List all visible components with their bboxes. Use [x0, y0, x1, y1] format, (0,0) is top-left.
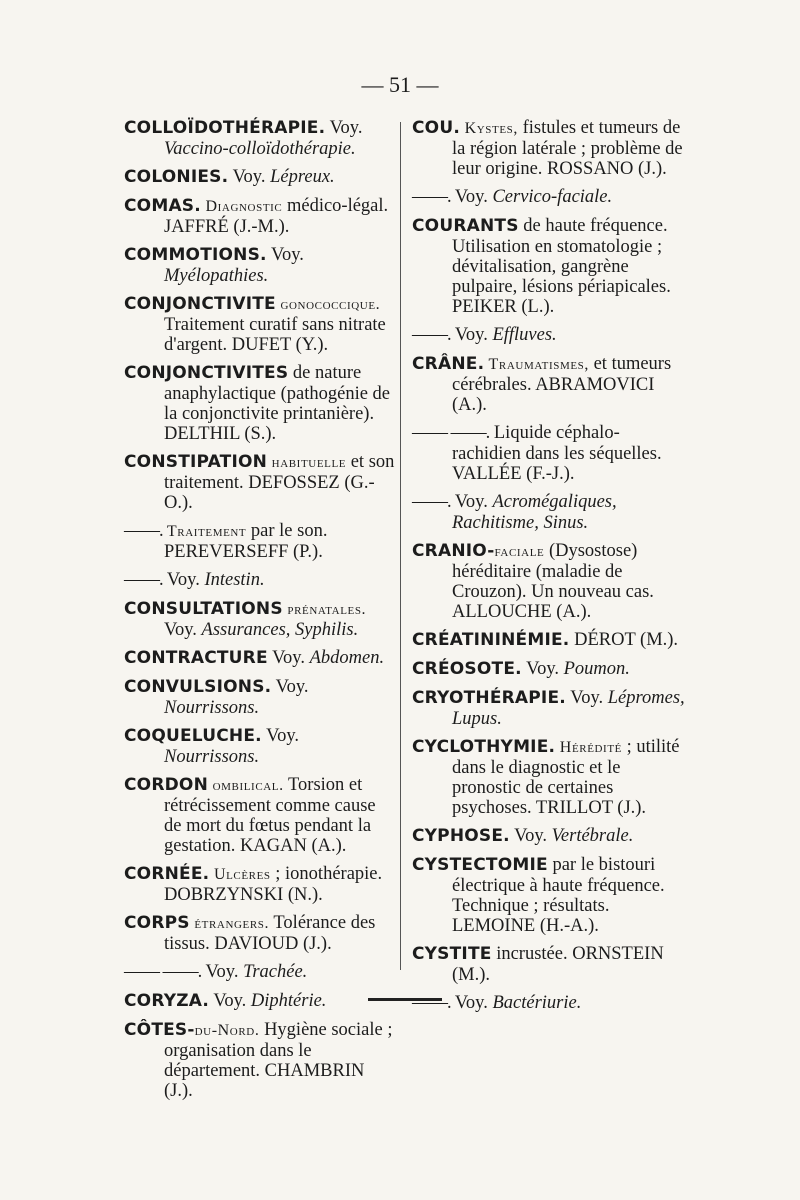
right-column	[412, 118, 687, 1022]
entry-text: ; utilité dans le diagnostic et le pronostic de certaines psychoses. TRILLOT (J.).	[452, 737, 680, 818]
entry-text: incrustée. ORNSTEIN (M.).	[452, 944, 664, 985]
index-entry	[124, 363, 396, 444]
entry-headword: COMMOTIONS.	[124, 245, 267, 265]
entry-subheading: faciale	[494, 543, 545, 560]
entry-headword: CORPS	[124, 913, 190, 933]
index-entry	[124, 452, 396, 513]
entry-subheading: étrangers.	[189, 915, 270, 932]
entry-reference: Lépromes, Lupus.	[452, 688, 685, 729]
index-entry	[124, 294, 396, 355]
entry-dash: ——.	[412, 187, 451, 207]
entry-headword: CONJONCTIVITE	[124, 294, 276, 314]
index-entry	[412, 826, 687, 847]
entry-text: Voy.	[271, 677, 309, 697]
index-entry	[124, 677, 396, 718]
index-entry	[124, 196, 396, 237]
index-entry	[412, 423, 687, 484]
index-entry	[124, 726, 396, 767]
index-entry	[124, 245, 396, 286]
entry-subheading: Traitement	[162, 523, 247, 540]
index-entry	[124, 599, 396, 640]
page-number: — 51 —	[361, 72, 439, 97]
index-entry	[412, 659, 687, 680]
entry-reference: Intestin.	[204, 570, 265, 590]
index-entry	[412, 216, 687, 317]
entry-text: Voy.	[325, 118, 363, 138]
entry-headword: COMAS.	[124, 196, 201, 216]
entry-text: Voy.	[565, 688, 608, 708]
entry-subheading: Hérédité	[555, 739, 622, 756]
footer-rule	[368, 998, 442, 1001]
entry-reference: Abdomen.	[309, 648, 385, 668]
index-entry	[124, 962, 396, 983]
entry-headword: CORNÉE.	[124, 864, 210, 884]
entry-text: fistules et tumeurs de la région latérale ; problème de leur origine. ROSSANO (J.).	[452, 118, 683, 179]
entry-dash: ——.	[124, 570, 163, 590]
entry-text: Voy.	[509, 826, 552, 846]
entry-dash: —— ——.	[412, 423, 490, 443]
entry-headword: COURANTS	[412, 216, 519, 236]
entry-text: par le bistouri électrique à haute fréquence. Technique ; résultats. LEMOINE (H.-A.).	[452, 855, 665, 936]
entry-reference: Effluves.	[492, 325, 557, 345]
entry-headword: COLONIES.	[124, 167, 229, 187]
entry-reference: Nourrissons.	[164, 747, 260, 767]
entry-subheading: prénatales.	[282, 601, 367, 618]
entry-text: ; ionothérapie. DOBRZYNSKI (N.).	[164, 864, 383, 905]
entry-text: Voy.	[209, 991, 251, 1011]
index-entry	[124, 991, 396, 1012]
entry-reference: Acromégaliques, Rachitisme, Sinus.	[452, 492, 617, 533]
entry-headword: CRYOTHÉRAPIE.	[412, 688, 566, 708]
entry-text: Tolérance des tissus. DAVIOUD (J.).	[164, 913, 376, 954]
entry-headword: CRÉATININÉMIE.	[412, 630, 570, 650]
entry-text: Voy.	[450, 492, 493, 512]
index-entry	[124, 521, 396, 562]
entry-dash: ——.	[412, 492, 451, 512]
index-entry	[412, 118, 687, 179]
entry-reference: Diphtérie.	[250, 991, 327, 1011]
entry-reference: Vertébrale.	[551, 826, 634, 846]
entry-headword: CRÉOSOTE.	[412, 659, 522, 679]
entry-subheading: habituelle	[267, 454, 347, 471]
entry-reference: Trachée.	[243, 962, 308, 982]
entry-text: de haute fréquence. Utilisation en stomatologie ; dévitalisation, gangrène pulpaire, lésions périapicales. PEIKER (L.).	[452, 216, 671, 317]
entry-text: Voy.	[162, 570, 205, 590]
entry-subheading: Ulcères	[209, 866, 271, 883]
column-divider	[400, 122, 401, 970]
entry-subheading: ombilical.	[208, 777, 284, 794]
entry-headword: CRANIO-	[412, 541, 495, 561]
entry-text: Voy.	[450, 187, 493, 207]
entry-headword: COQUELUCHE.	[124, 726, 262, 746]
entry-text: (Dysostose) héréditaire (maladie de Crouzon). Un nouveau cas. ALLOUCHE (A.).	[452, 541, 654, 622]
entry-headword: CÔTES-	[124, 1020, 195, 1040]
entry-subheading: Traumatismes,	[484, 356, 589, 373]
index-entry	[124, 913, 396, 954]
entry-headword: CORDON	[124, 775, 209, 795]
entry-headword: CONVULSIONS.	[124, 677, 272, 697]
entry-subheading: du-Nord.	[194, 1022, 260, 1039]
entry-reference: Myélopathies.	[164, 266, 269, 286]
entry-text: Voy.	[201, 962, 244, 982]
index-entry	[124, 167, 396, 188]
entry-subheading: Kystes,	[460, 120, 518, 137]
entry-text: Voy.	[450, 325, 493, 345]
entry-headword: CONJONCTIVITES	[124, 363, 289, 383]
entry-headword: COU.	[412, 118, 460, 138]
entry-headword: CYCLOTHYMIE.	[412, 737, 556, 757]
entry-reference: Cervico-faciale.	[492, 187, 613, 207]
index-entry	[412, 630, 687, 651]
entry-reference: Bactériurie.	[492, 993, 582, 1013]
entry-text: Torsion et rétrécissement comme cause de mort du fœtus pendant la gestation. KAGAN (A.).	[164, 775, 376, 856]
index-entry	[124, 1020, 396, 1101]
entry-headword: CORYZA.	[124, 991, 210, 1011]
entry-headword: CRÂNE.	[412, 354, 485, 374]
entry-headword: CONSULTATIONS	[124, 599, 283, 619]
entry-text: Voy.	[521, 659, 564, 679]
entry-subheading: gonococcique.	[275, 296, 381, 313]
entry-text: de nature anaphylactique (pathogénie de la conjonctivite printanière). DELTHIL (S.).	[164, 363, 391, 444]
entry-text: Voy.	[267, 648, 310, 668]
entry-headword: CYSTITE	[412, 944, 492, 964]
entry-text: Traitement curatif sans nitrate d'argent. DUFET (Y.).	[164, 315, 386, 355]
entry-text: et son traitement. DEFOSSEZ (G.-O.).	[164, 452, 395, 513]
index-entry	[412, 993, 687, 1014]
entry-reference: Poumon.	[563, 659, 630, 679]
entry-headword: CYSTECTOMIE	[412, 855, 548, 875]
entry-reference: Assurances, Syphilis.	[201, 620, 359, 640]
index-entry	[124, 648, 396, 669]
index-entry	[412, 688, 687, 729]
entry-reference: Nourrissons.	[164, 698, 260, 718]
entry-headword: CYPHOSE.	[412, 826, 510, 846]
index-entry	[412, 737, 687, 818]
index-entry	[124, 775, 396, 856]
index-entry	[412, 944, 687, 985]
index-entry	[412, 325, 687, 346]
entry-text: par le son. PEREVERSEFF (P.).	[164, 521, 328, 562]
entry-text: Voy.	[261, 726, 300, 746]
entry-dash: —— ——.	[124, 962, 202, 982]
entry-text: Voy.	[450, 993, 493, 1013]
entry-text: médico-légal. JAFFRÉ (J.-M.).	[164, 196, 389, 237]
index-entry	[124, 118, 396, 159]
entry-headword: CONSTIPATION	[124, 452, 268, 472]
index-entry	[412, 541, 687, 622]
entry-text: DÉROT (M.).	[569, 630, 679, 650]
index-entry	[412, 492, 687, 533]
entry-text: Liquide céphalo-rachidien dans les séquelles. VALLÉE (F.-J.).	[452, 423, 662, 484]
entry-text: et tumeurs cérébrales. ABRAMOVICI (A.).	[452, 354, 672, 415]
entry-headword: CONTRACTURE	[124, 648, 268, 668]
index-entry	[412, 855, 687, 936]
index-entry	[412, 354, 687, 415]
entry-dash: ——.	[412, 325, 451, 345]
index-entry	[124, 570, 396, 591]
entry-reference: Lépreux.	[270, 167, 335, 187]
entry-subheading: Diagnostic	[200, 198, 283, 215]
entry-dash: ——.	[124, 521, 163, 541]
entry-text: Voy.	[228, 167, 271, 187]
entry-text: Voy.	[266, 245, 304, 265]
index-entry	[124, 864, 396, 905]
index-entry	[412, 187, 687, 208]
entry-reference: Vaccino-colloïdothérapie.	[164, 139, 356, 159]
entry-text: Voy.	[164, 620, 202, 640]
left-column	[124, 118, 396, 1109]
entry-dash: ——.	[412, 993, 451, 1013]
entry-headword: COLLOÏDOTHÉRAPIE.	[124, 118, 326, 138]
entry-text: Hygiène sociale ; organisation dans le département. CHAMBRIN (J.).	[164, 1020, 393, 1101]
